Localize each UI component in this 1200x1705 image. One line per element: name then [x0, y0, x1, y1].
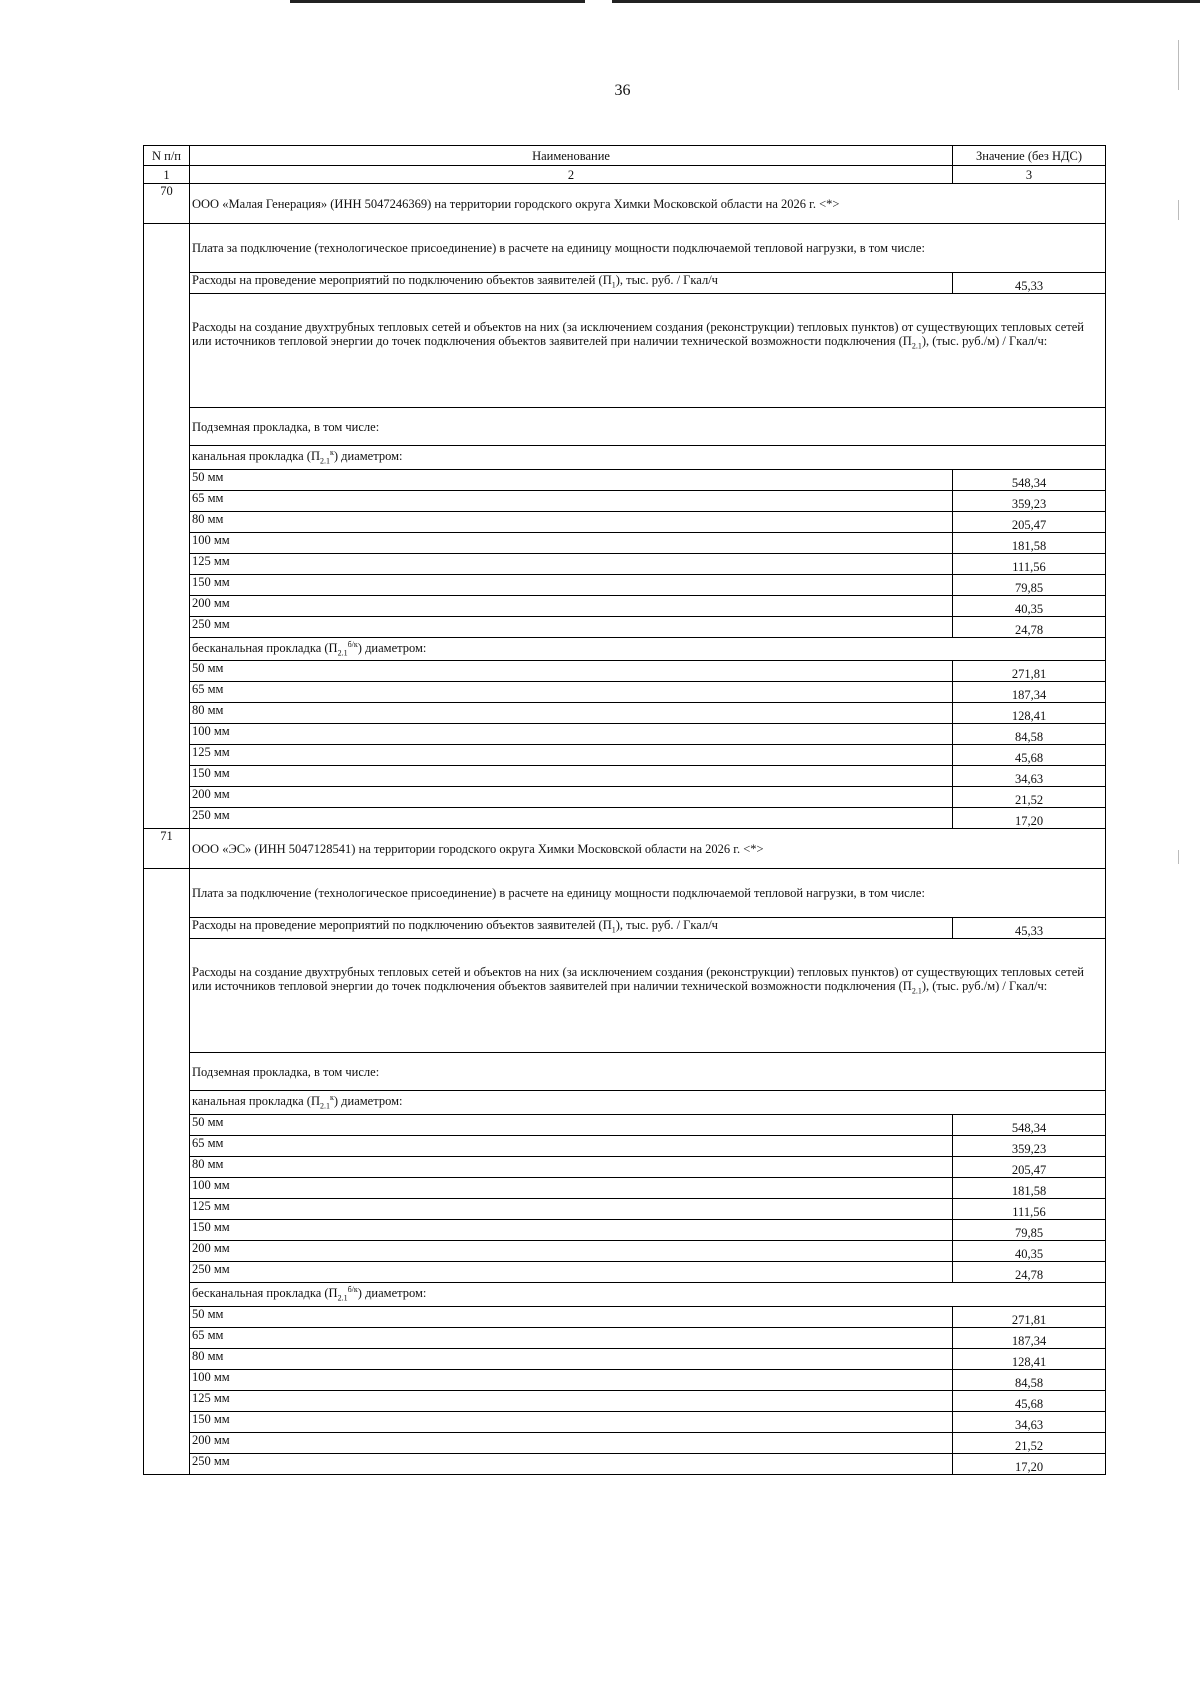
num-spacer — [144, 1282, 190, 1306]
diameter-label: 125 мм — [190, 745, 953, 766]
superscript: б/к — [347, 1284, 358, 1294]
p21-description — [190, 294, 1106, 408]
channelless-label-tail: ) диаметром: — [357, 1286, 427, 1301]
diameter-value: 271,81 — [953, 1306, 1106, 1327]
scan-edge-line — [612, 0, 1200, 3]
num-spacer — [144, 1177, 190, 1198]
diameter-label: 65 мм — [190, 1327, 953, 1348]
diameter-value: 359,23 — [953, 490, 1106, 511]
diameter-value: 548,34 — [953, 1114, 1106, 1135]
num-spacer — [144, 1198, 190, 1219]
channel-diameter-row — [144, 511, 1106, 532]
channelless-diameter-row — [144, 745, 1106, 766]
diameter-label: 80 мм — [190, 1348, 953, 1369]
num-spacer — [144, 1327, 190, 1348]
diameter-value: 79,85 — [953, 1219, 1106, 1240]
channel-header-row — [144, 1091, 1106, 1115]
channelless-diameter-row — [144, 682, 1106, 703]
header-num: N п/п — [144, 146, 190, 166]
channelless-diameter-row — [144, 808, 1106, 829]
channel-diameter-row — [144, 1114, 1106, 1135]
channelless-diameter-row — [144, 766, 1106, 787]
channel-diameter-row — [144, 1177, 1106, 1198]
channel-label — [190, 446, 1106, 470]
channel-diameter-row — [144, 1219, 1106, 1240]
channel-diameter-row — [144, 616, 1106, 637]
diameter-value: 111,56 — [953, 553, 1106, 574]
diameter-label: 100 мм — [190, 1177, 953, 1198]
diameter-value: 34,63 — [953, 766, 1106, 787]
p1-label — [190, 273, 953, 294]
channelless-header-row — [144, 637, 1106, 661]
num-spacer — [144, 616, 190, 637]
diameter-value: 21,52 — [953, 1432, 1106, 1453]
num-spacer — [144, 1135, 190, 1156]
channel-diameter-row — [144, 574, 1106, 595]
channel-diameter-row — [144, 1198, 1106, 1219]
diameter-value: 17,20 — [953, 1453, 1106, 1474]
diameter-label: 250 мм — [190, 1261, 953, 1282]
channelless-diameter-row — [144, 1411, 1106, 1432]
diameter-value: 45,68 — [953, 745, 1106, 766]
num-spacer — [144, 1348, 190, 1369]
num-spacer — [144, 1453, 190, 1474]
diameter-label: 50 мм — [190, 1114, 953, 1135]
diameter-label: 200 мм — [190, 1432, 953, 1453]
diameter-label: 250 мм — [190, 1453, 953, 1474]
diameter-value: 111,56 — [953, 1198, 1106, 1219]
num-spacer — [144, 1306, 190, 1327]
entry-organization: ООО «ЭС» (ИНН 5047128541) на территории городского округа Химки Московской области на 2026 г. <*> — [190, 829, 1106, 869]
num-spacer — [144, 661, 190, 682]
p1-row — [144, 918, 1106, 939]
p21-row — [144, 939, 1106, 1053]
diameter-value: 34,63 — [953, 1411, 1106, 1432]
num-spacer — [144, 703, 190, 724]
scan-edge-line — [290, 0, 585, 3]
diameter-label: 80 мм — [190, 703, 953, 724]
diameter-value: 271,81 — [953, 661, 1106, 682]
channel-diameter-row — [144, 595, 1106, 616]
channelless-diameter-row — [144, 787, 1106, 808]
p1-label-tail: ), тыс. руб. / Гкал/ч — [615, 918, 718, 933]
p1-value: 45,33 — [953, 273, 1106, 294]
channelless-diameter-row — [144, 724, 1106, 745]
p21-label-text: Расходы на создание двухтрубных тепловых сетей и объектов на них (за исключением создания (реконструкции) тепловых пунктов) от существующих тепловых сетей или источников тепловой энергии до точек подключения объектов заявителей при наличии технической возможности подключения (П — [192, 320, 1084, 348]
diameter-value: 21,52 — [953, 787, 1106, 808]
num-spacer — [144, 446, 190, 470]
diameter-label: 100 мм — [190, 532, 953, 553]
underground-label: Подземная прокладка, в том числе: — [190, 408, 1106, 446]
diameter-label: 65 мм — [190, 1135, 953, 1156]
num-spacer — [144, 532, 190, 553]
p1-row — [144, 273, 1106, 294]
diameter-label: 200 мм — [190, 1240, 953, 1261]
channelless-diameter-row — [144, 703, 1106, 724]
channelless-diameter-row — [144, 1327, 1106, 1348]
num-spacer — [144, 939, 190, 1053]
entry-organization: ООО «Малая Генерация» (ИНН 5047246369) на территории городского округа Химки Московской области на 2026 г. <*> — [190, 184, 1106, 224]
diameter-value: 45,68 — [953, 1390, 1106, 1411]
entry-number: 70 — [144, 184, 190, 224]
num-spacer — [144, 787, 190, 808]
channelless-diameter-row — [144, 1348, 1106, 1369]
diameter-label: 125 мм — [190, 553, 953, 574]
diameter-value: 205,47 — [953, 511, 1106, 532]
p1-label-text: Расходы на проведение мероприятий по подключению объектов заявителей (П — [192, 273, 612, 287]
subscript: 1 — [611, 280, 616, 290]
channel-diameter-row — [144, 553, 1106, 574]
num-spacer — [144, 553, 190, 574]
tariff-table — [143, 145, 1106, 1475]
num-spacer — [144, 1432, 190, 1453]
num-spacer — [144, 1240, 190, 1261]
diameter-value: 84,58 — [953, 724, 1106, 745]
diameter-value: 128,41 — [953, 703, 1106, 724]
diameter-label: 250 мм — [190, 616, 953, 637]
channelless-diameter-row — [144, 1369, 1106, 1390]
channelless-label-text: бесканальная прокладка (П — [192, 1286, 338, 1301]
underground-row — [144, 1053, 1106, 1091]
channel-diameter-row — [144, 1156, 1106, 1177]
superscript: к — [330, 448, 334, 457]
column-index: 3 — [953, 166, 1106, 184]
superscript: б/к — [347, 639, 358, 649]
channelless-label — [190, 1282, 1106, 1306]
scan-margin-mark — [1178, 850, 1179, 864]
channel-diameter-row — [144, 469, 1106, 490]
diameter-value: 205,47 — [953, 1156, 1106, 1177]
channelless-diameter-row — [144, 1453, 1106, 1474]
subscript: 2.1 — [337, 648, 348, 658]
p21-label-tail: ), (тыс. руб./м) / Гкал/ч: — [921, 334, 1048, 348]
channel-diameter-row — [144, 532, 1106, 553]
underground-label: Подземная прокладка, в том числе: — [190, 1053, 1106, 1091]
channel-header-row — [144, 446, 1106, 470]
num-spacer — [144, 595, 190, 616]
p1-label — [190, 918, 953, 939]
diameter-label: 100 мм — [190, 724, 953, 745]
channel-diameter-row — [144, 1135, 1106, 1156]
num-spacer — [144, 224, 190, 273]
diameter-value: 359,23 — [953, 1135, 1106, 1156]
subscript: 2.1 — [911, 986, 922, 996]
fee-row — [144, 869, 1106, 918]
diameter-label: 150 мм — [190, 766, 953, 787]
channel-label-text: канальная прокладка (П — [192, 1094, 320, 1109]
diameter-value: 24,78 — [953, 616, 1106, 637]
num-spacer — [144, 1053, 190, 1091]
channelless-label-tail: ) диаметром: — [357, 640, 427, 655]
num-spacer — [144, 918, 190, 939]
superscript: к — [330, 1093, 334, 1103]
column-index: 2 — [190, 166, 953, 184]
entry-org-row — [144, 184, 1106, 224]
entry-number: 71 — [144, 829, 190, 869]
num-spacer — [144, 490, 190, 511]
num-spacer — [144, 574, 190, 595]
num-spacer — [144, 1091, 190, 1115]
num-spacer — [144, 1156, 190, 1177]
underground-row — [144, 408, 1106, 446]
diameter-value: 187,34 — [953, 1327, 1106, 1348]
num-spacer — [144, 1390, 190, 1411]
subscript: 1 — [611, 925, 616, 935]
num-spacer — [144, 1369, 190, 1390]
num-spacer — [144, 766, 190, 787]
channel-label-text: канальная прокладка (П — [192, 449, 320, 464]
subscript: 2.1 — [320, 1101, 330, 1111]
header-value: Значение (без НДС) — [953, 146, 1106, 166]
num-spacer — [144, 511, 190, 532]
diameter-value: 17,20 — [953, 808, 1106, 829]
diameter-value: 187,34 — [953, 682, 1106, 703]
diameter-label: 50 мм — [190, 1306, 953, 1327]
p1-value: 45,33 — [953, 918, 1106, 939]
diameter-value: 181,58 — [953, 532, 1106, 553]
diameter-label: 150 мм — [190, 574, 953, 595]
diameter-label: 125 мм — [190, 1390, 953, 1411]
diameter-label: 80 мм — [190, 511, 953, 532]
diameter-value: 84,58 — [953, 1369, 1106, 1390]
num-spacer — [144, 294, 190, 408]
diameter-value: 40,35 — [953, 1240, 1106, 1261]
channelless-diameter-row — [144, 1390, 1106, 1411]
num-spacer — [144, 869, 190, 918]
num-spacer — [144, 724, 190, 745]
fee-description: Плата за подключение (технологическое присоединение) в расчете на единицу мощности подключаемой тепловой нагрузки, в том числе: — [190, 869, 1106, 918]
p21-label-tail: ), (тыс. руб./м) / Гкал/ч: — [921, 979, 1048, 994]
p21-row — [144, 294, 1106, 408]
diameter-value: 40,35 — [953, 595, 1106, 616]
diameter-label: 125 мм — [190, 1198, 953, 1219]
channel-label-tail: ) диаметром: — [333, 1094, 403, 1109]
num-spacer — [144, 682, 190, 703]
num-spacer — [144, 1261, 190, 1282]
channel-label-tail: ) диаметром: — [333, 449, 403, 464]
channelless-diameter-row — [144, 1306, 1106, 1327]
p1-label-tail: ), тыс. руб. / Гкал/ч — [615, 273, 718, 287]
column-index: 1 — [144, 166, 190, 184]
diameter-value: 79,85 — [953, 574, 1106, 595]
fee-row — [144, 224, 1106, 273]
channelless-diameter-row — [144, 661, 1106, 682]
subscript: 2.1 — [911, 341, 922, 351]
channel-diameter-row — [144, 1240, 1106, 1261]
p1-label-text: Расходы на проведение мероприятий по подключению объектов заявителей (П — [192, 918, 612, 933]
diameter-value: 548,34 — [953, 469, 1106, 490]
num-spacer — [144, 745, 190, 766]
header-row — [144, 146, 1106, 166]
column-index-row — [144, 166, 1106, 184]
diameter-label: 100 мм — [190, 1369, 953, 1390]
diameter-label: 65 мм — [190, 490, 953, 511]
num-spacer — [144, 808, 190, 829]
channelless-header-row — [144, 1282, 1106, 1306]
header-name: Наименование — [190, 146, 953, 166]
channel-diameter-row — [144, 1261, 1106, 1282]
diameter-label: 150 мм — [190, 1219, 953, 1240]
diameter-value: 128,41 — [953, 1348, 1106, 1369]
diameter-label: 250 мм — [190, 808, 953, 829]
entry-org-row — [144, 829, 1106, 869]
diameter-label: 200 мм — [190, 595, 953, 616]
num-spacer — [144, 469, 190, 490]
diameter-label: 150 мм — [190, 1411, 953, 1432]
diameter-label: 200 мм — [190, 787, 953, 808]
num-spacer — [144, 1411, 190, 1432]
num-spacer — [144, 637, 190, 661]
channel-label — [190, 1091, 1106, 1115]
channelless-label — [190, 637, 1106, 661]
diameter-label: 50 мм — [190, 469, 953, 490]
scan-margin-mark — [1178, 200, 1179, 220]
diameter-label: 50 мм — [190, 661, 953, 682]
num-spacer — [144, 1114, 190, 1135]
p21-label-text: Расходы на создание двухтрубных тепловых сетей и объектов на них (за исключением создания (реконструкции) тепловых пунктов) от существующих тепловых сетей или источников тепловой энергии до точек подключения объектов заявителей при наличии технической возможности подключения (П — [192, 965, 1084, 994]
diameter-label: 80 мм — [190, 1156, 953, 1177]
channel-diameter-row — [144, 490, 1106, 511]
diameter-value: 181,58 — [953, 1177, 1106, 1198]
fee-description: Плата за подключение (технологическое присоединение) в расчете на единицу мощности подключаемой тепловой нагрузки, в том числе: — [190, 224, 1106, 273]
subscript: 2.1 — [337, 1293, 348, 1303]
num-spacer — [144, 408, 190, 446]
num-spacer — [144, 1219, 190, 1240]
num-spacer — [144, 273, 190, 294]
page-number: 36 — [614, 82, 631, 99]
subscript: 2.1 — [320, 456, 330, 466]
diameter-label: 65 мм — [190, 682, 953, 703]
p21-description — [190, 939, 1106, 1053]
channelless-diameter-row — [144, 1432, 1106, 1453]
diameter-value: 24,78 — [953, 1261, 1106, 1282]
channelless-label-text: бесканальная прокладка (П — [192, 640, 338, 655]
